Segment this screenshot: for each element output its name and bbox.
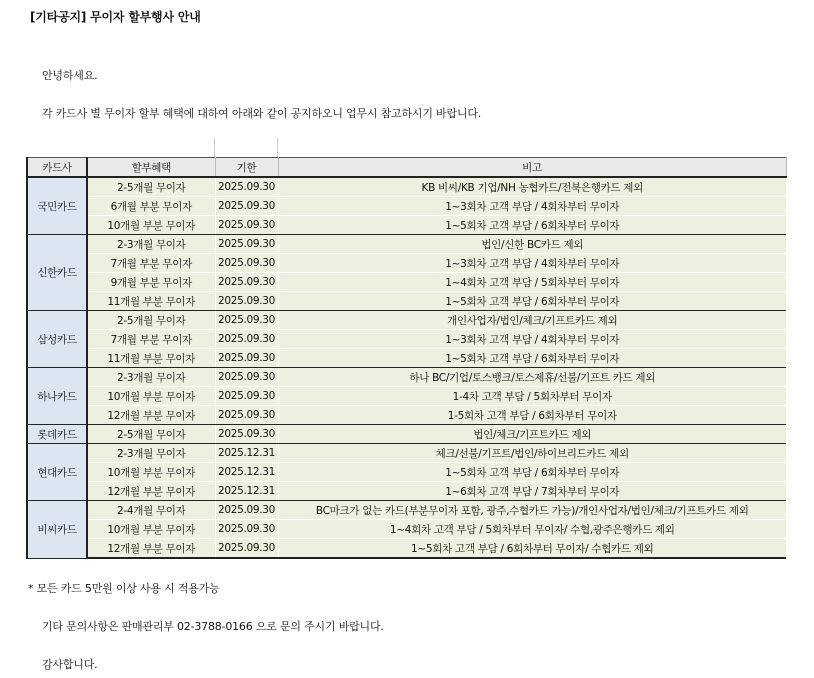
benefit-cell: 7개월 부분 무이자 <box>87 330 215 349</box>
remarks-cell: 1~5회차 고객 부담 / 6회차부터 무이자 <box>278 216 786 235</box>
deadline-cell: 2025.09.30 <box>215 539 278 559</box>
table-row <box>27 406 786 425</box>
table-row <box>27 197 786 216</box>
benefit-cell: 2-3개월 무이자 <box>87 368 215 387</box>
benefit-cell: 10개월 부분 무이자 <box>87 520 215 539</box>
benefit-cell: 10개월 부분 무이자 <box>87 463 215 482</box>
remarks-cell: 1~3회차 고객 부담 / 4회차부터 무이자 <box>278 197 786 216</box>
remarks-cell: 1~4회차 고객 부담 / 5회차부터 무이자/ 수협,광주은행카드 제외 <box>278 520 786 539</box>
header-gridline <box>277 138 278 157</box>
header-deadline: 기한 <box>215 158 278 178</box>
table-row <box>27 177 786 197</box>
table-row <box>27 501 786 520</box>
table-row <box>27 520 786 539</box>
greeting-text: 안녕하세요. <box>42 69 98 82</box>
deadline-cell: 2025.09.30 <box>215 330 278 349</box>
deadline-cell: 2025.09.30 <box>215 273 278 292</box>
table-row <box>27 539 786 559</box>
card-company-cell: 신한카드 <box>27 235 87 311</box>
remarks-cell: 1-4차 고객 부담 / 5회차부터 무이자 <box>278 387 786 406</box>
benefit-cell: 2-4개월 무이자 <box>87 501 215 520</box>
header-remarks: 비고 <box>278 158 786 178</box>
table-row <box>27 387 786 406</box>
deadline-cell: 2025.09.30 <box>215 292 278 311</box>
deadline-cell: 2025.09.30 <box>215 216 278 235</box>
deadline-cell: 2025.09.30 <box>215 387 278 406</box>
remarks-cell: 1~4회차 고객 부담 / 5회차부터 무이자 <box>278 273 786 292</box>
table-body <box>27 177 786 558</box>
card-company-cell: 비씨카드 <box>27 501 87 559</box>
table-row <box>27 235 786 254</box>
contact-text: 기타 문의사항은 판매관리부 02-3788-0166 으로 문의 주시기 바랍니다. <box>42 620 384 633</box>
remarks-cell: KB 비씨/KB 기업/NH 농협카드/전북은행카드 제외 <box>278 177 786 197</box>
deadline-cell: 2025.09.30 <box>215 235 278 254</box>
benefit-cell: 12개월 부분 무이자 <box>87 406 215 425</box>
benefit-cell: 6개월 부분 무이자 <box>87 197 215 216</box>
card-company-cell: 삼성카드 <box>27 311 87 368</box>
deadline-cell: 2025.09.30 <box>215 177 278 197</box>
remarks-cell: 체크/선불/기프트/법인/하이브리드카드 제외 <box>278 444 786 463</box>
card-company-cell: 국민카드 <box>27 177 87 235</box>
header-benefit: 할부혜택 <box>87 158 215 178</box>
remarks-cell: 1~5회차 고객 부담 / 6회차부터 무이자 <box>278 349 786 368</box>
deadline-cell: 2025.12.31 <box>215 482 278 501</box>
table-row <box>27 292 786 311</box>
deadline-cell: 2025.09.30 <box>215 368 278 387</box>
benefit-cell: 9개월 부분 무이자 <box>87 273 215 292</box>
deadline-cell: 2025.09.30 <box>215 197 278 216</box>
remarks-cell: 법인/체크/기프트카드 제외 <box>278 425 786 444</box>
card-company-cell: 롯데카드 <box>27 425 87 444</box>
benefit-cell: 2-5개월 무이자 <box>87 311 215 330</box>
deadline-cell: 2025.09.30 <box>215 311 278 330</box>
card-company-cell: 현대카드 <box>27 444 87 501</box>
installment-table <box>26 157 787 559</box>
deadline-cell: 2025.09.30 <box>215 349 278 368</box>
header-card-company: 카드사 <box>27 158 87 178</box>
remarks-cell: 1~5회차 고객 부담 / 6회차부터 무이자 <box>278 463 786 482</box>
deadline-cell: 2025.09.30 <box>215 501 278 520</box>
benefit-cell: 12개월 부분 무이자 <box>87 539 215 559</box>
closing-text: 감사합니다. <box>42 658 98 671</box>
benefit-cell: 2-5개월 무이자 <box>87 177 215 197</box>
table-row <box>27 349 786 368</box>
remarks-cell: 1~3회차 고객 부담 / 4회차부터 무이자 <box>278 330 786 349</box>
table-row <box>27 273 786 292</box>
table-header-row <box>27 158 786 178</box>
footnote-text: * 모든 카드 5만원 이상 사용 시 적용가능 <box>28 582 220 595</box>
deadline-cell: 2025.09.30 <box>215 520 278 539</box>
table-row <box>27 482 786 501</box>
benefit-cell: 2-5개월 무이자 <box>87 425 215 444</box>
page-title: [기타공지] 무이자 할부행사 안내 <box>30 10 201 24</box>
benefit-cell: 11개월 부분 무이자 <box>87 292 215 311</box>
table-row <box>27 311 786 330</box>
table-row <box>27 444 786 463</box>
table-row <box>27 254 786 273</box>
deadline-cell: 2025.09.30 <box>215 254 278 273</box>
remarks-cell: 1~6회차 고객 부담 / 7회차부터 무이자 <box>278 482 786 501</box>
table-row <box>27 368 786 387</box>
deadline-cell: 2025.12.31 <box>215 463 278 482</box>
remarks-cell: BC마크가 없는 카드(부분무이자 포함, 광주,수협카드 가능)/개인사업자/법인/체크/기프트카드 제외 <box>278 501 786 520</box>
benefit-cell: 10개월 부분 무이자 <box>87 216 215 235</box>
remarks-cell: 법인/신한 BC카드 제외 <box>278 235 786 254</box>
benefit-cell: 10개월 부분 무이자 <box>87 387 215 406</box>
benefit-cell: 7개월 부분 무이자 <box>87 254 215 273</box>
benefit-cell: 11개월 부분 무이자 <box>87 349 215 368</box>
benefit-cell: 2-3개월 무이자 <box>87 444 215 463</box>
deadline-cell: 2025.12.31 <box>215 444 278 463</box>
remarks-cell: 1-5회차 고객 부담 / 6회차부터 무이자 <box>278 406 786 425</box>
table-row <box>27 463 786 482</box>
remarks-cell: 1~5회차 고객 부담 / 6회차부터 무이자/ 수협카드 제외 <box>278 539 786 559</box>
deadline-cell: 2025.09.30 <box>215 425 278 444</box>
table-row <box>27 330 786 349</box>
benefit-cell: 2-3개월 무이자 <box>87 235 215 254</box>
header-gridline <box>214 138 215 157</box>
remarks-cell: 하나 BC/기업/토스뱅크/토스제휴/선불/기프트 카드 제외 <box>278 368 786 387</box>
table-row <box>27 216 786 235</box>
remarks-cell: 1~3회차 고객 부담 / 4회차부터 무이자 <box>278 254 786 273</box>
card-company-cell: 하나카드 <box>27 368 87 425</box>
table-row <box>27 425 786 444</box>
remarks-cell: 개인사업자/법인/체크/기프트카드 제외 <box>278 311 786 330</box>
intro-text: 각 카드사 별 무이자 할부 혜택에 대하여 아래와 같이 공지하오니 업무시 참고하시기 바랍니다. <box>42 107 482 120</box>
benefit-cell: 12개월 부분 무이자 <box>87 482 215 501</box>
remarks-cell: 1~5회차 고객 부담 / 6회차부터 무이자 <box>278 292 786 311</box>
deadline-cell: 2025.09.30 <box>215 406 278 425</box>
